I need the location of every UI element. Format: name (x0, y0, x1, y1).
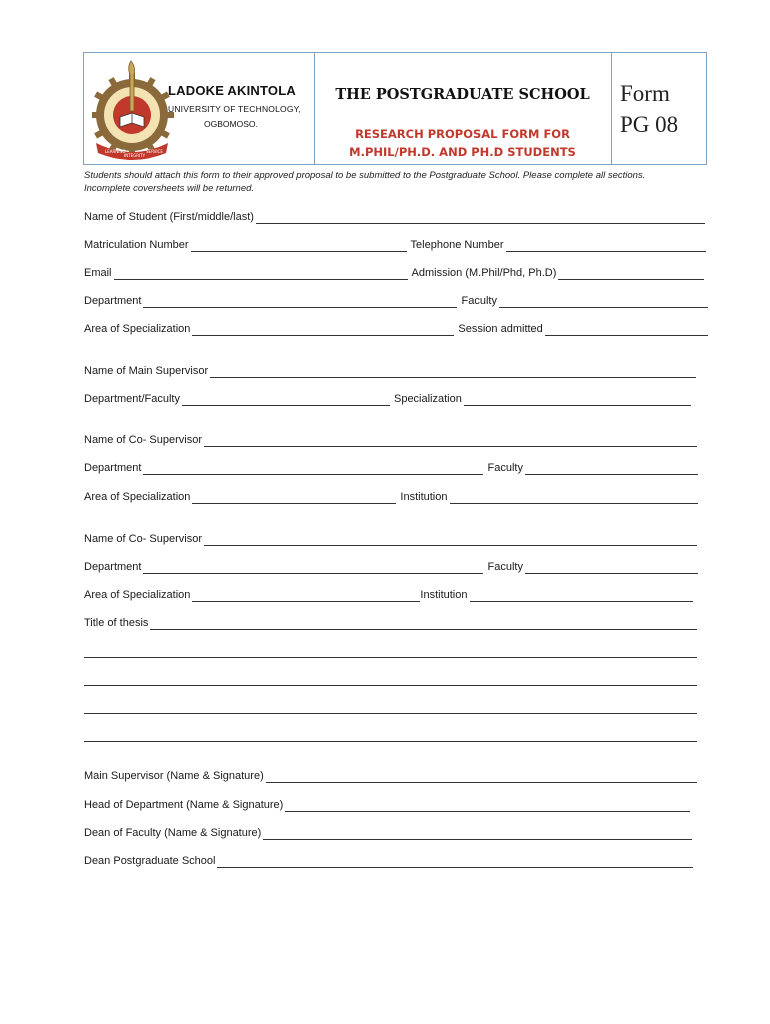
thesis-title-line[interactable] (84, 646, 697, 658)
thesis-title-line[interactable] (84, 674, 697, 686)
dean-faculty-signature-field[interactable] (263, 828, 692, 840)
telephone-field[interactable] (506, 240, 707, 252)
co-supervisor-1-institution-field[interactable] (450, 492, 699, 504)
department-label: Department (84, 561, 142, 573)
banner-text: SERVICE (146, 149, 163, 154)
faculty-label: Faculty (487, 561, 523, 573)
thesis-title-line[interactable] (84, 702, 697, 714)
dept-faculty-field[interactable] (182, 394, 390, 406)
thesis-title-continuation-row (84, 670, 697, 686)
matric-label: Matriculation Number (84, 239, 189, 251)
area-label: Area of Specialization (84, 323, 191, 335)
co-supervisor-label: Name of Co- Supervisor (84, 533, 202, 545)
thesis-title-continuation-row (84, 726, 697, 742)
department-label: Department (84, 295, 142, 307)
form-title-line1: RESEARCH PROPOSAL FORM FOR (355, 127, 570, 141)
admission-label: Admission (M.Phil/Phd, Ph.D) (411, 267, 557, 279)
area-label: Area of Specialization (84, 589, 191, 601)
area-label: Area of Specialization (84, 491, 191, 503)
email-label: Email (84, 267, 112, 279)
student-name-row (84, 208, 705, 224)
email-row (84, 264, 704, 280)
university-name (168, 83, 301, 129)
co-supervisor-2-department-field[interactable] (143, 562, 483, 574)
co-supervisor-1-department-field[interactable] (143, 463, 483, 475)
university-name-line2: UNIVERSITY OF TECHNOLOGY, (168, 104, 302, 114)
thesis-title-label: Title of thesis (84, 617, 149, 629)
co-supervisor-2-row (84, 530, 697, 546)
institution-label: Institution (400, 491, 448, 503)
faculty-label: Faculty (461, 295, 497, 307)
form-code (620, 78, 678, 140)
co-supervisor-2-area-field[interactable] (192, 590, 420, 602)
co-supervisor-2-institution-field[interactable] (470, 590, 694, 602)
instructions: Students should attach this form to their approved proposal to be submitted to the Postgraduate School. Please complete all sections. Incomplete coversheets will be returned. (84, 170, 646, 194)
university-location: OGBOMOSO. (204, 119, 258, 129)
main-supervisor-signature-row (84, 767, 697, 783)
main-supervisor-dept-row (84, 390, 691, 406)
form-header (83, 52, 707, 165)
student-area-row (84, 320, 708, 336)
hod-signature-label: Head of Department (Name & Signature) (84, 799, 284, 811)
form-label: Form (620, 81, 670, 106)
student-department-row (84, 292, 708, 308)
co-supervisor-1-dept-row (84, 459, 698, 475)
department-label: Department (84, 462, 142, 474)
admission-field[interactable] (558, 268, 704, 280)
header-divider (611, 53, 612, 164)
co-supervisor-2-faculty-field[interactable] (525, 562, 698, 574)
main-supervisor-row (84, 362, 696, 378)
hod-signature-field[interactable] (285, 800, 690, 812)
dean-pg-signature-field[interactable] (217, 856, 693, 868)
institution-label: Institution (420, 589, 468, 601)
thesis-title-field[interactable] (150, 618, 697, 630)
department-field[interactable] (143, 296, 457, 308)
session-field[interactable] (545, 324, 708, 336)
email-field[interactable] (114, 268, 408, 280)
thesis-title-continuation-row (84, 698, 697, 714)
banner-text: INTEGRITY (124, 153, 146, 158)
university-crest-icon (92, 57, 174, 163)
co-supervisor-1-row (84, 431, 697, 447)
co-supervisor-2-dept-row (84, 558, 698, 574)
co-supervisor-2-field[interactable] (204, 534, 697, 546)
faculty-label: Faculty (487, 462, 523, 474)
form-number: PG 08 (620, 112, 679, 137)
co-supervisor-1-area-field[interactable] (192, 492, 396, 504)
session-label: Session admitted (458, 323, 543, 335)
student-name-label: Name of Student (First/middle/last) (84, 211, 254, 223)
dean-faculty-signature-row (84, 824, 692, 840)
dean-pg-signature-label: Dean Postgraduate School (84, 855, 216, 867)
school-title: THE POSTGRADUATE SCHOOL (335, 86, 590, 103)
co-supervisor-2-area-row (84, 586, 693, 602)
dean-faculty-signature-label: Dean of Faculty (Name & Signature) (84, 827, 262, 839)
thesis-title-continuation-row (84, 642, 697, 658)
form-title-line2: M.PHIL/PH.D. AND PH.D STUDENTS (349, 145, 576, 159)
faculty-field[interactable] (499, 296, 708, 308)
matric-row (84, 236, 706, 252)
co-supervisor-1-area-row (84, 488, 698, 504)
main-supervisor-signature-field[interactable] (266, 771, 697, 783)
co-supervisor-1-faculty-field[interactable] (525, 463, 698, 475)
hod-signature-row (84, 796, 690, 812)
specialization-label: Specialization (393, 393, 462, 405)
co-supervisor-1-field[interactable] (204, 435, 697, 447)
dean-pg-signature-row (84, 852, 693, 868)
thesis-title-line[interactable] (84, 730, 697, 742)
matric-field[interactable] (191, 240, 407, 252)
thesis-title-row (84, 614, 697, 630)
co-supervisor-label: Name of Co- Supervisor (84, 434, 202, 446)
specialization-field[interactable] (464, 394, 691, 406)
main-supervisor-label: Name of Main Supervisor (84, 365, 209, 377)
university-name-line1: LADOKE AKINTOLA (168, 83, 296, 98)
main-supervisor-signature-label: Main Supervisor (Name & Signature) (84, 770, 264, 782)
student-name-field[interactable] (256, 212, 705, 224)
telephone-label: Telephone Number (410, 239, 504, 251)
dept-faculty-label: Department/Faculty (84, 393, 180, 405)
area-field[interactable] (192, 324, 454, 336)
form-title (314, 125, 611, 161)
banner-text: LEARNING (105, 149, 126, 154)
main-supervisor-field[interactable] (210, 366, 696, 378)
